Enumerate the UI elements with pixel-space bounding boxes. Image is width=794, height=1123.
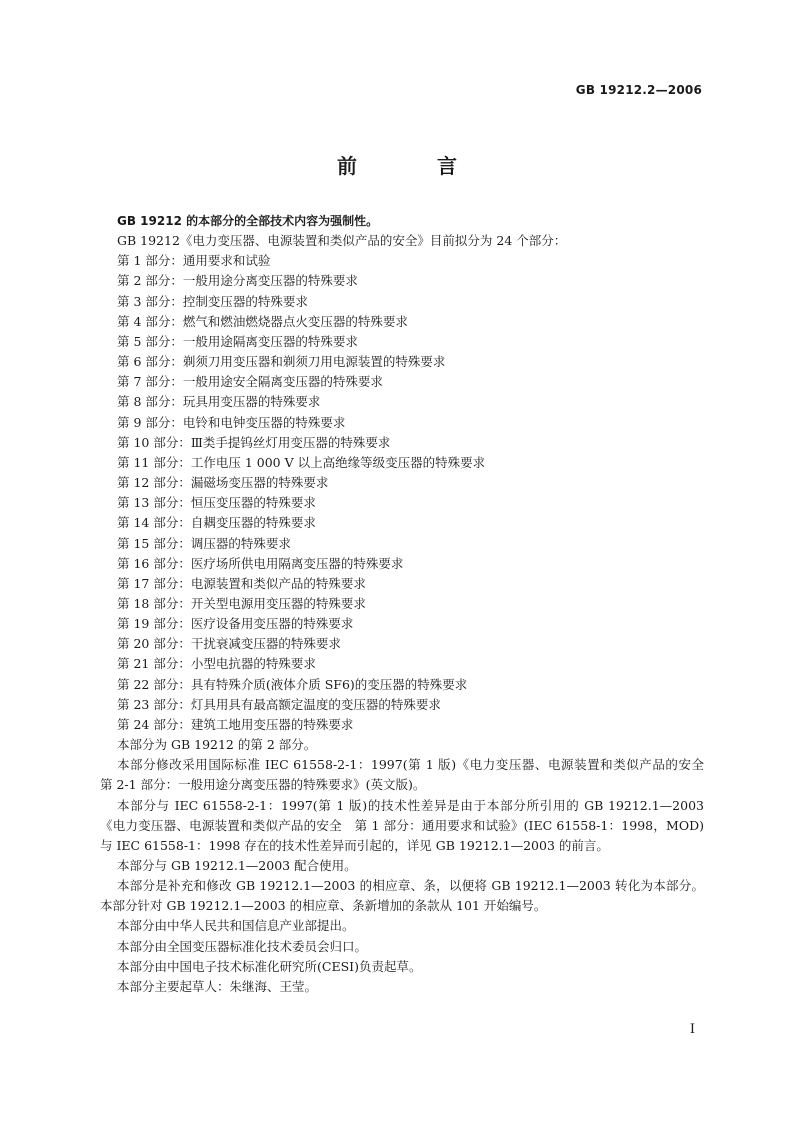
- part-item: 第 2 部分：一般用途分离变压器的特殊要求: [117, 273, 358, 289]
- part-item: 第 10 部分：Ⅲ类手提钨丝灯用变压器的特殊要求: [117, 434, 391, 450]
- part-item: 第 8 部分：玩具用变压器的特殊要求: [117, 394, 321, 410]
- part-item: 第 5 部分：一般用途隔离变压器的特殊要求: [117, 333, 358, 349]
- standard-code: GB 19212.2—2006: [575, 83, 702, 97]
- part-item: 第 22 部分：具有特殊介质(液体介质 SF6)的变压器的特殊要求: [117, 676, 468, 692]
- page-number: I: [689, 1022, 695, 1037]
- series-overview: GB 19212《电力变压器、电源装置和类似产品的安全》目前拟分为 24 个部分：: [117, 233, 567, 249]
- committee-statement: 本部分由全国变压器标准化技术委员会归口。: [117, 938, 368, 954]
- proposer-statement: 本部分由中华人民共和国信息产业部提出。: [117, 918, 355, 934]
- part-item: 第 24 部分：建筑工地用变压器的特殊要求: [117, 716, 354, 732]
- part-item: 第 21 部分：小型电抗器的特殊要求: [117, 656, 316, 672]
- technical-deviation-statement: 本部分与 IEC 61558-2-1：1997(第 1 版)的技术性差异是由于本部分所引用的 GB 19212.1—2003《电力变压器、电源装置和类似产品的安全 第 1 部分：通用要求和试验》(IEC 61558-1：1998，MOD)与 IEC 61558-1：1998 存在的技术性差异而引起的，详见 GB 19212.1—2003 的前言。: [100, 797, 704, 853]
- part-item: 第 11 部分：工作电压 1 000 V 以上高绝缘等级变压器的特殊要求: [117, 454, 486, 470]
- part-item: 第 12 部分：漏磁场变压器的特殊要求: [117, 475, 329, 491]
- part-item: 第 16 部分：医疗场所供电用隔离变压器的特殊要求: [117, 555, 404, 571]
- part-item: 第 18 部分：开关型电源用变压器的特殊要求: [117, 595, 366, 611]
- drafters-statement: 本部分主要起草人：朱继海、王莹。: [117, 978, 318, 994]
- document-body: [100, 211, 717, 997]
- numbering-statement: 本部分是补充和修改 GB 19212.1—2003 的相应章、条，以便将 GB 19212.1—2003 转化为本部分。本部分针对 GB 19212.1—2003 的相应章、条新增加的条款从 101 开始编号。: [100, 878, 704, 914]
- parts-list: [100, 251, 704, 735]
- part-item: 第 14 部分：自耦变压器的特殊要求: [117, 515, 316, 531]
- part-designation: 本部分为 GB 19212 的第 2 部分。: [117, 737, 317, 753]
- part-item: 第 19 部分：医疗设备用变压器的特殊要求: [117, 616, 354, 632]
- page-title: 前 言: [337, 154, 487, 178]
- part-item: 第 9 部分：电铃和电钟变压器的特殊要求: [117, 414, 346, 430]
- part-item: 第 7 部分：一般用途安全隔离变压器的特殊要求: [117, 374, 383, 390]
- part-item: 第 1 部分：通用要求和试验: [117, 253, 271, 269]
- part-item: 第 20 部分：干扰衰减变压器的特殊要求: [117, 636, 341, 652]
- part-item: 第 13 部分：恒压变压器的特殊要求: [117, 495, 316, 511]
- usage-statement: 本部分与 GB 19212.1—2003 配合使用。: [117, 858, 357, 873]
- part-item: 第 4 部分：燃气和燃油燃烧器点火变压器的特殊要求: [117, 313, 408, 329]
- mandatory-statement: GB 19212 的本部分的全部技术内容为强制性。: [117, 214, 379, 228]
- part-item: 第 23 部分：灯具用具有最高额定温度的变压器的特殊要求: [117, 696, 441, 712]
- part-item: 第 15 部分：调压器的特殊要求: [117, 535, 291, 551]
- adoption-statement: 本部分修改采用国际标准 IEC 61558-2-1：1997(第 1 版)《电力变压器、电源装置和类似产品的安全 第 2-1 部分：一般用途分离变压器的特殊要求》(英文版)。: [100, 757, 717, 793]
- part-item: 第 6 部分：剃须刀用变压器和剃须刀用电源装置的特殊要求: [117, 354, 446, 370]
- part-item: 第 17 部分：电源装置和类似产品的特殊要求: [117, 575, 366, 591]
- part-item: 第 3 部分：控制变压器的特殊要求: [117, 293, 308, 309]
- drafting-org-statement: 本部分由中国电子技术标准化研究所(CESI)负责起草。: [117, 958, 422, 974]
